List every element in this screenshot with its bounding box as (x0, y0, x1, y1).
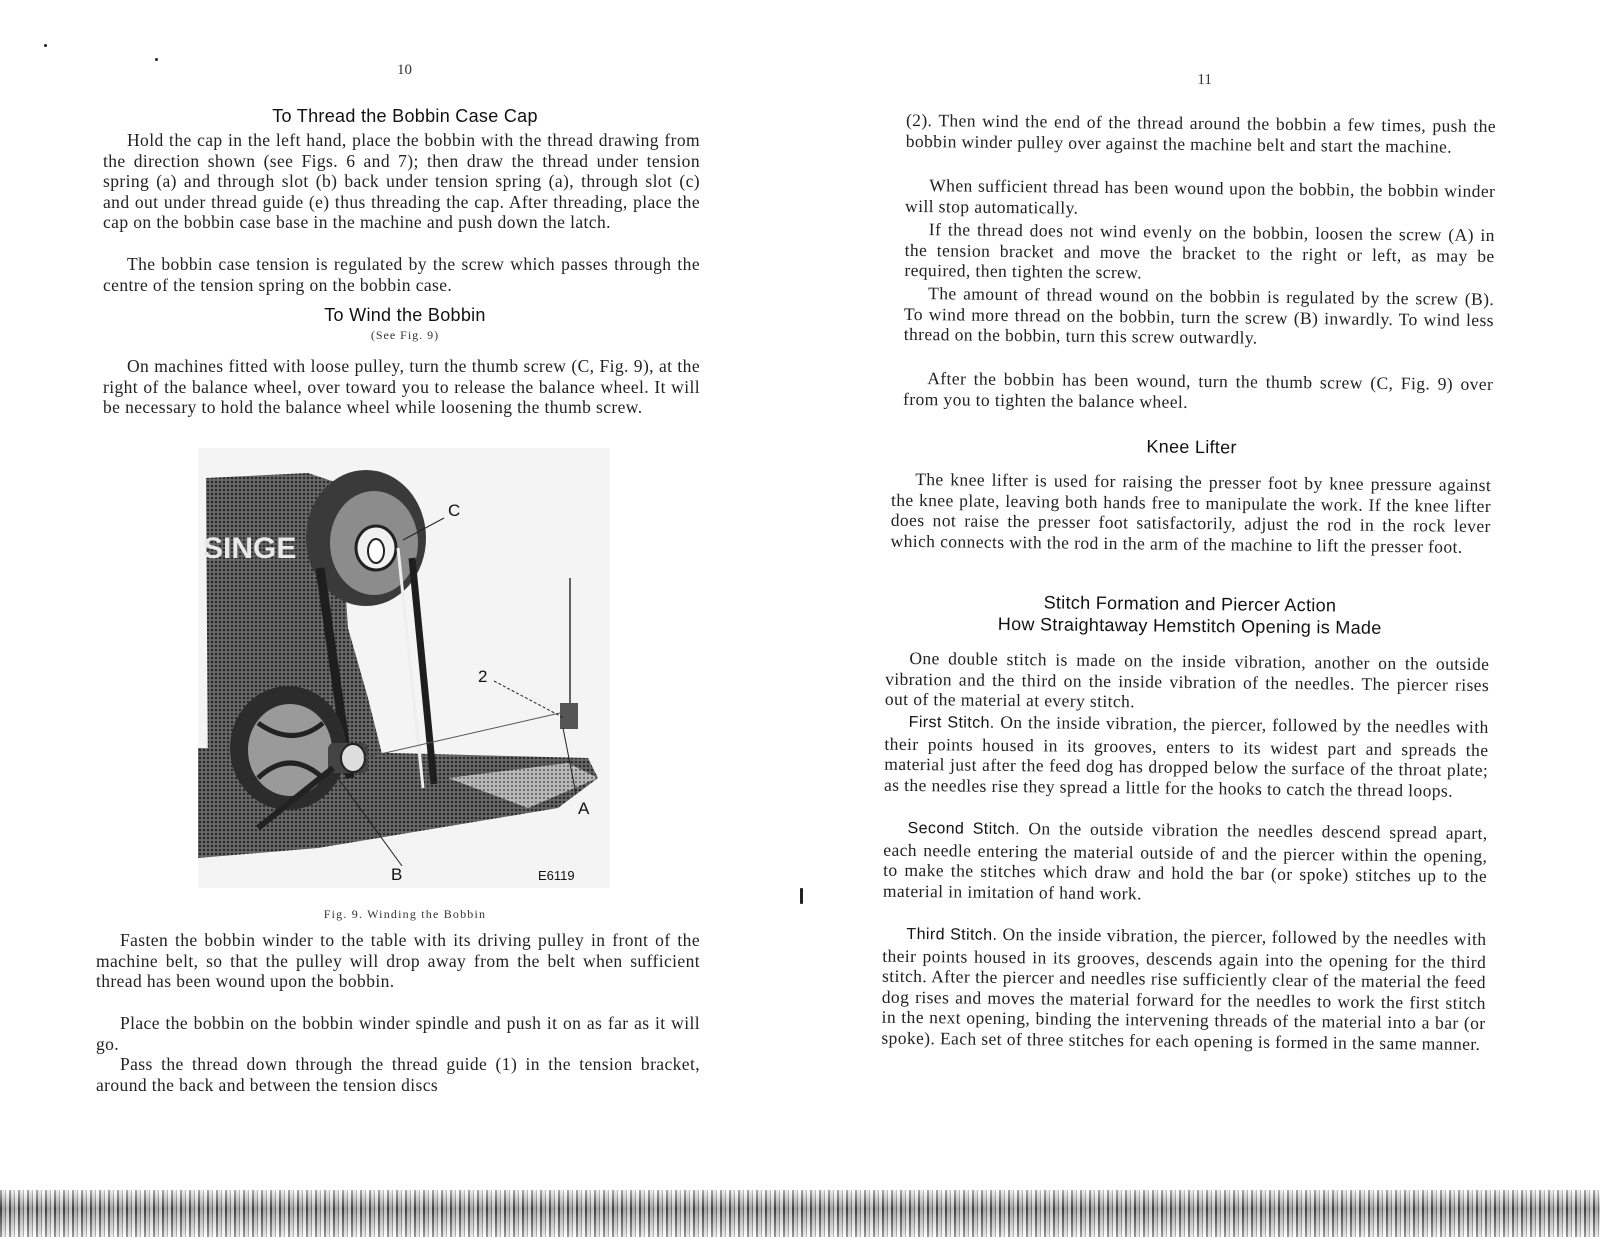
page-number-left: 10 (397, 62, 412, 78)
label-b: B (391, 865, 403, 884)
paragraph-stitch-intro: One double stitch is made on the inside vibration, another on the outside vibration and the third on the inside vibration of the needles. The piercer rises out of the material at every stitch. (884, 647, 1490, 712)
heading-stitch-formation: Stitch Formation and Piercer Action (1043, 592, 1337, 616)
heading-wind-bobbin: To Wind the Bobbin (324, 305, 486, 325)
left-page (0, 0, 800, 1190)
label-figure-code: E6119 (538, 868, 575, 883)
label-2: 2 (478, 667, 488, 686)
page-number-right: 11 (1197, 71, 1212, 89)
paragraph-case-cap-2: The bobbin case tension is regulated by the screw which passes through the centre of the tension spring on the bobbin case. (103, 254, 700, 295)
scan-mark (800, 888, 803, 904)
third-stitch-lead: Third Stitch. (906, 925, 998, 944)
brand-lettering: SINGE (203, 532, 297, 565)
paragraph-wind-4: Pass the thread down through the thread guide (1) in the tension bracket, around the back and between the tension discs (96, 1054, 700, 1095)
right-page (794, 0, 1600, 1194)
scanner-edge-strip (0, 1190, 1600, 1237)
paragraph-continued-4: The amount of thread wound on the bobbin is regulated by the screw (B). To wind more thread on the bobbin, turn the screw (B) inwardly. To wind less thread on the bobbin, turn this screw outwardly. (903, 283, 1495, 348)
paragraph-first-stitch (884, 711, 1489, 802)
label-c: C (448, 501, 461, 520)
paragraph-wind-2: Fasten the bobbin winder to the table with its driving pulley in front of the machine belt, so that the pulley will drop away from the belt when sufficient thread has been wound upon the bobbin. (96, 930, 700, 992)
label-a: A (578, 799, 590, 818)
third-stitch-body: On the inside vibration, the piercer, followed by the needles with their points housed in its grooves, descends again into the opening for the third stitch. After the piercer and needles rise sufficiently clear of the material the feed dog rises and moves the material forward for the needles to work the first stitch in the next opening, binding the intervening threads of the material into a bar (or spoke). Each set of three stitches for each opening is formed in the same manner. (881, 923, 1487, 1054)
paragraph-continued-5: After the bobbin has been wound, turn the thumb screw (C, Fig. 9) over from you to tighten the balance wheel. (902, 368, 1494, 412)
paragraph-knee-lifter: The knee lifter is used for raising the presser foot by knee pressure against the knee plate, leaving both hands free to manipulate the work. If the knee lifter does not raise the presser foot satisfactorily, adjust the rod in the rock lever which connects with the rod in the arm of the machine to lift the presser foot. (890, 469, 1492, 557)
paragraph-third-stitch (881, 923, 1486, 1055)
paragraph-wind-3: Place the bobbin on the bobbin winder spindle and push it on as far as it will go. (96, 1013, 700, 1054)
figure-winding-bobbin (198, 448, 610, 888)
paragraph-continued-3: If the thread does not wind evenly on the bobbin, loosen the screw (A) in the tension bracket and move the bracket to the right or left, as may be required, then tighten the screw. (904, 219, 1495, 283)
bobbin-winder-illustration (198, 448, 610, 888)
second-stitch-body: On the outside vibration the needles descend spread apart, each needle entering the material outside of and the piercer within the opening, to make the stitches which draw and hold the bar (or spoke) stitches up to the material in imitation of hand work. (882, 818, 1488, 904)
subheading-see-fig-9: (See Fig. 9) (370, 328, 440, 342)
heading-thread-bobbin-case-cap: To Thread the Bobbin Case Cap (272, 106, 538, 126)
second-stitch-lead: Second Stitch. (907, 819, 1021, 839)
paragraph-wind-1: On machines fitted with loose pulley, turn the thumb screw (C, Fig. 9), at the right of the balance wheel, over toward you to release the balance wheel. It will be necessary to hold the balance wheel while loosening the thumb screw. (103, 356, 700, 418)
paragraph-second-stitch (883, 817, 1488, 908)
paragraph-continued-2: When sufficient thread has been wound upon the bobbin, the bobbin winder will stop automatically. (905, 175, 1496, 218)
scan-speck (44, 44, 47, 47)
figure-caption: Fig. 9. Winding the Bobbin (323, 907, 487, 921)
first-stitch-lead: First Stitch. (908, 713, 995, 732)
scan-speck (155, 58, 158, 61)
paragraph-continued-1: (2). Then wind the end of the thread around the bobbin a few times, push the bobbin winder pulley over against the machine belt and start the machine. (905, 109, 1497, 157)
heading-hemstitch-opening: How Straightaway Hemstitch Opening is Made (997, 613, 1382, 638)
first-stitch-body: On the inside vibration, the piercer, followed by the needles with their points housed in its grooves, enters to its widest part and spreads the material just after the feed dog has dropped below the surface of the throat plate; as the needles rise they spread a little for the hooks to catch the thread loops. (883, 711, 1489, 801)
paragraph-case-cap-1: Hold the cap in the left hand, place the bobbin with the thread drawing from the direction shown (see Figs. 6 and 7); then draw the thread under tension spring (a) and through slot (b) back under tension spring (a), through slot (c) and out under thread guide (e) thus threading the cap. After threading, place the cap on the bobbin case base in the machine and push down the latch. (103, 130, 700, 233)
heading-knee-lifter: Knee Lifter (1146, 436, 1237, 458)
